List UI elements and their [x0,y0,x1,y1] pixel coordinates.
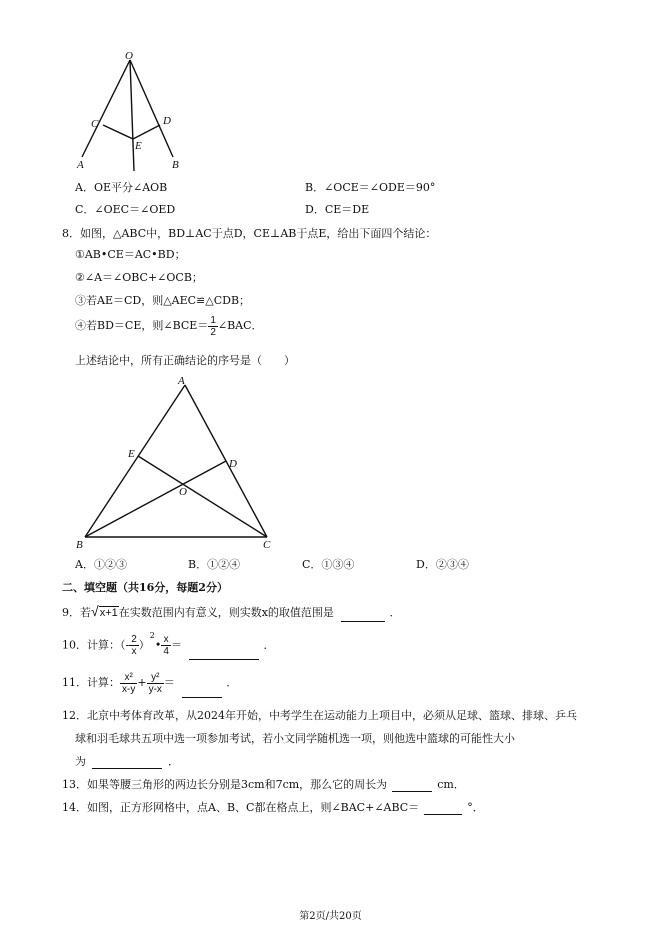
sqrt-sign: √ [91,603,99,619]
q7-option-a[interactable]: A．OE平分∠AOB [75,181,168,194]
q7-option-c[interactable]: C．∠OEC＝∠OED [75,203,176,216]
q10-fraction-2 [161,634,171,657]
q10-rparen: ） [138,638,150,652]
q11-plus: + [137,676,147,689]
q9-end: ． [389,606,401,619]
q9-text: 在实数范围内有意义，则实数x的取值范围是 [118,606,334,619]
fig1-label-E: E [135,140,142,152]
q14-text: 14．如图，正方形网格中，点A、B、C都在格点上，则∠BAC+∠ABC＝ [62,801,420,814]
q12-line-2: 球和羽毛球共五项中选一项参加考试，若小文同学随机选一项，则他选中篮球的可能性大小 [75,732,515,745]
q8-option-c[interactable]: C．①③④ [302,558,355,571]
q8-c4-fraction [208,315,218,338]
q10-fraction-1 [129,634,139,657]
q10-dot: • [154,638,162,652]
q9 [62,602,400,622]
q9-prefix: 9．若 [62,606,91,619]
q8-c4-suffix: ∠BAC． [217,319,263,332]
line-OA [82,60,130,157]
q10-lparen: （- [120,638,130,652]
fig2-label-E: E [128,448,135,460]
q10 [62,628,274,660]
line-DE [133,125,160,139]
q11-answer-blank[interactable] [182,685,222,698]
q14-end: °． [467,801,484,814]
q8-option-a[interactable]: A．①②③ [75,558,127,571]
fig2-label-B: B [76,539,83,551]
side-AB [85,385,185,537]
section-fill-in-heading: 二、填空题（共16分，每题2分） [62,581,228,594]
fig2-label-A: A [178,375,185,387]
line-CE [138,456,267,537]
q8-conclusion-3: ③若AE＝CD，则△AEC≌△CDB； [75,294,251,307]
q13-unit: cm． [437,778,465,791]
q8-conclusion-1: ①AB•CE＝AC•BD； [75,248,186,261]
q7-option-b[interactable]: B．∠OCE＝∠ODE＝90° [305,181,436,194]
q11-equals: ＝ [163,676,175,689]
q11-den-2: y-x [148,683,162,695]
q8-option-d[interactable]: D．②③④ [416,558,469,571]
fig1-label-A: A [77,159,84,171]
fig1-label-B: B [172,159,179,171]
q13-text: 13．如果等腰三角形的两边长分别是3cm和7cm，那么它的周长为 [62,778,388,791]
q11-den-1: x-y [122,683,136,695]
q7-option-d[interactable]: D．CE＝DE [305,203,370,216]
q8-conclusion-4 [75,314,263,338]
q8-c4-numerator: 1 [210,314,216,326]
q10-den-2: 4 [163,646,169,658]
q8-c4-denominator: 2 [210,326,216,338]
q11-fraction-1 [120,672,137,695]
q11-prefix: 11．计算： [62,676,120,689]
figure-angle-bisector [70,45,190,175]
q11-num-2: y² [147,672,164,684]
q10-num-2: x [161,634,171,646]
q9-radicand: x+1 [99,607,118,619]
q10-prefix: 10．计算： [62,638,120,652]
q14-answer-blank[interactable] [424,802,462,815]
q10-den-1: x [131,646,137,658]
q10-equals: ＝ [170,638,182,652]
fig1-label-D: D [163,115,171,127]
q12-answer-blank[interactable] [92,756,162,769]
page-footer: 第2页/共20页 [299,911,362,922]
q10-answer-blank[interactable] [189,647,259,660]
q11-num-1: x² [120,672,137,684]
fig1-label-O: O [125,50,133,62]
q12-line-3 [75,755,179,769]
q10-num-1: 2 [131,634,137,646]
q8-ask: 上述结论中，所有正确结论的序号是（ ） [75,354,295,367]
fig2-label-D: D [229,458,237,470]
q14 [62,801,484,815]
q8-c4-prefix: ④若BD＝CE，则∠BCE＝ [75,319,209,332]
q12-line3-prefix: 为 [75,755,86,768]
fig2-label-O: O [179,486,187,498]
q8-conclusion-2: ②∠A＝∠OBC+∠OCB； [75,271,203,284]
q11-end: ． [226,676,238,689]
q10-end: ． [263,638,275,652]
q12-line-1: 12．北京中考体育改革，从2024年开始，中考学生在运动能力上项目中，必须从足球、篮球、排球、乒乓 [62,709,577,722]
line-OE [130,60,134,171]
fig2-label-C: C [263,539,271,551]
q8-stem: 8．如图，△ABC中，BD⊥AC于点D，CE⊥AB于点E，给出下面四个结论： [62,227,437,240]
q8-option-b[interactable]: B．①②④ [188,558,241,571]
fig1-label-C: C [91,118,99,130]
line-CE [103,125,133,139]
q10-exponent: 2 [149,631,155,640]
line-BD [85,461,226,537]
q9-answer-blank[interactable] [341,609,385,622]
figure-triangle-abc [80,375,280,545]
q13-answer-blank[interactable] [392,779,432,792]
q13 [62,778,465,792]
q12-end: ． [168,755,179,768]
q11 [62,668,237,698]
q11-fraction-2 [147,672,164,695]
